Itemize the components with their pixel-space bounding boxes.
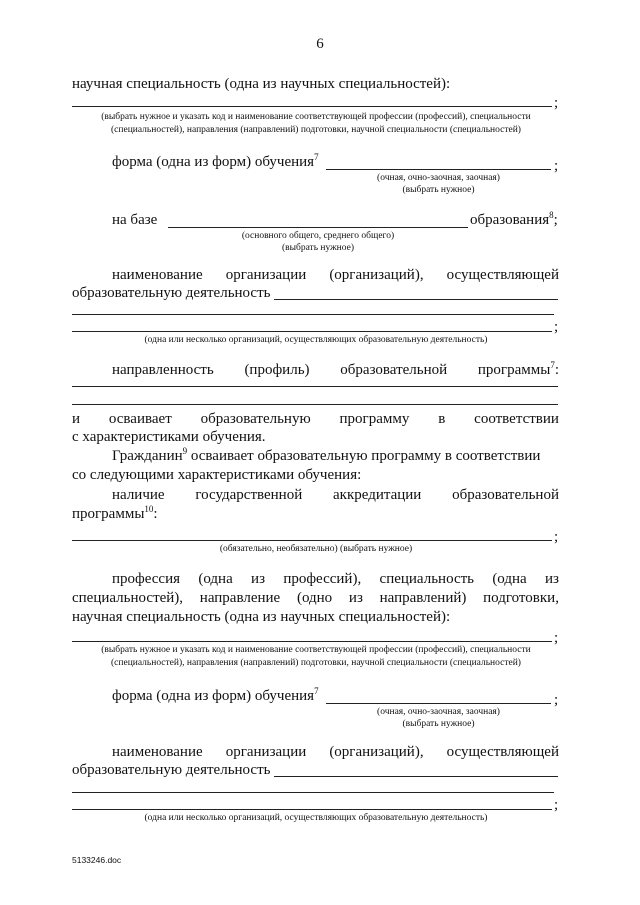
semicolon: ; — [554, 692, 559, 708]
semicolon: ; — [554, 630, 559, 646]
profession-field[interactable] — [72, 641, 552, 642]
organization-hint: (одна или несколько организаций, осуществляющих образовательную деятельность) — [144, 813, 488, 823]
study-form-hint: (очная, очно-заочная, заочная) — [377, 173, 500, 183]
organization-label-line: наименование организации (организаций), осуществляющей — [112, 267, 559, 283]
accreditation-label: наличие государственной аккредитации образовательной — [112, 487, 559, 503]
semicolon: ; — [554, 95, 559, 111]
scientific-specialty-field[interactable] — [72, 106, 552, 107]
program-focus-field-line-2[interactable] — [72, 404, 558, 405]
organization-field[interactable] — [274, 776, 558, 777]
organization-field-line-3[interactable] — [72, 331, 552, 332]
basis-hint: (основного общего, среднего общего) — [241, 231, 395, 241]
profession-hint-line-1: (выбрать нужное и указать код и наименование соответствующей профессии (профессий), специальности — [101, 645, 531, 655]
semicolon: ; — [554, 529, 559, 545]
program-focus-field[interactable] — [72, 386, 558, 387]
organization-field-line-2[interactable] — [72, 314, 554, 315]
education-suffix: образования$^8$; — [470, 210, 558, 228]
accreditation-label-cont: программы$^{10}$: — [72, 504, 158, 522]
semicolon: ; — [554, 319, 559, 335]
basis-choose-hint: (выбрать нужное) — [281, 243, 355, 253]
profession-label-line: специальностей), направление (одно из направлений) подготовки, — [72, 590, 559, 606]
program-focus-label: направленность (профиль) образовательной программы$^7$: — [112, 360, 559, 378]
organization-label-cont: образовательную деятельность — [72, 285, 271, 301]
study-form-field[interactable] — [326, 703, 551, 704]
accreditation-field[interactable] — [72, 540, 552, 541]
semicolon: ; — [554, 158, 559, 174]
page-number: 6 — [316, 36, 324, 52]
organization-label-cont: образовательную деятельность — [72, 762, 271, 778]
paragraph-line: с характеристиками обучения. — [72, 429, 266, 445]
scientific-specialty-label: научная специальность (одна из научных специальностей): — [72, 76, 451, 92]
paragraph-line: и осваивает образовательную программу в соответствии — [72, 411, 559, 427]
organization-field[interactable] — [274, 299, 558, 300]
organization-hint: (одна или несколько организаций, осуществляющих образовательную деятельность) — [144, 335, 488, 345]
study-form-hint: (очная, очно-заочная, заочная) — [377, 707, 500, 717]
accreditation-hint: (обязательно, необязательно) (выбрать нужное) — [219, 544, 413, 554]
study-form-choose-hint: (выбрать нужное) — [402, 719, 475, 729]
footer-file-code: 5133246.doc — [72, 855, 122, 865]
basis-label: на базе — [112, 212, 158, 228]
study-form-label: форма (одна из форм) обучения$^7$ — [112, 686, 319, 704]
citizen-paragraph: Гражданин$^9$ осваивает образовательную программу в соответствии — [112, 446, 541, 464]
profession-label-line: профессия (одна из профессий), специальность (одна из — [112, 571, 559, 587]
organization-field-line-3[interactable] — [72, 809, 552, 810]
basis-field[interactable] — [168, 227, 468, 228]
study-form-label: форма (одна из форм) обучения$^7$ — [112, 152, 319, 170]
organization-field-line-2[interactable] — [72, 792, 554, 793]
scientific-specialty-label: научная специальность (одна из научных специальностей): — [72, 609, 451, 625]
specialty-hint-line-1: (выбрать нужное и указать код и наименование соответствующей профессии (профессий), специальности — [101, 112, 531, 122]
study-form-choose-hint: (выбрать нужное) — [402, 185, 475, 195]
paragraph-line: со следующими характеристиками обучения: — [72, 467, 362, 483]
study-form-field[interactable] — [326, 169, 551, 170]
profession-hint-line-2: (специальностей), направления (направлений) подготовки, научной специальности (специальностей) — [111, 658, 521, 668]
organization-label-line: наименование организации (организаций), осуществляющей — [112, 744, 559, 760]
semicolon: ; — [554, 797, 559, 813]
specialty-hint-line-2: (специальностей), направления (направлений) подготовки, научной специальности (специальностей) — [111, 125, 521, 135]
